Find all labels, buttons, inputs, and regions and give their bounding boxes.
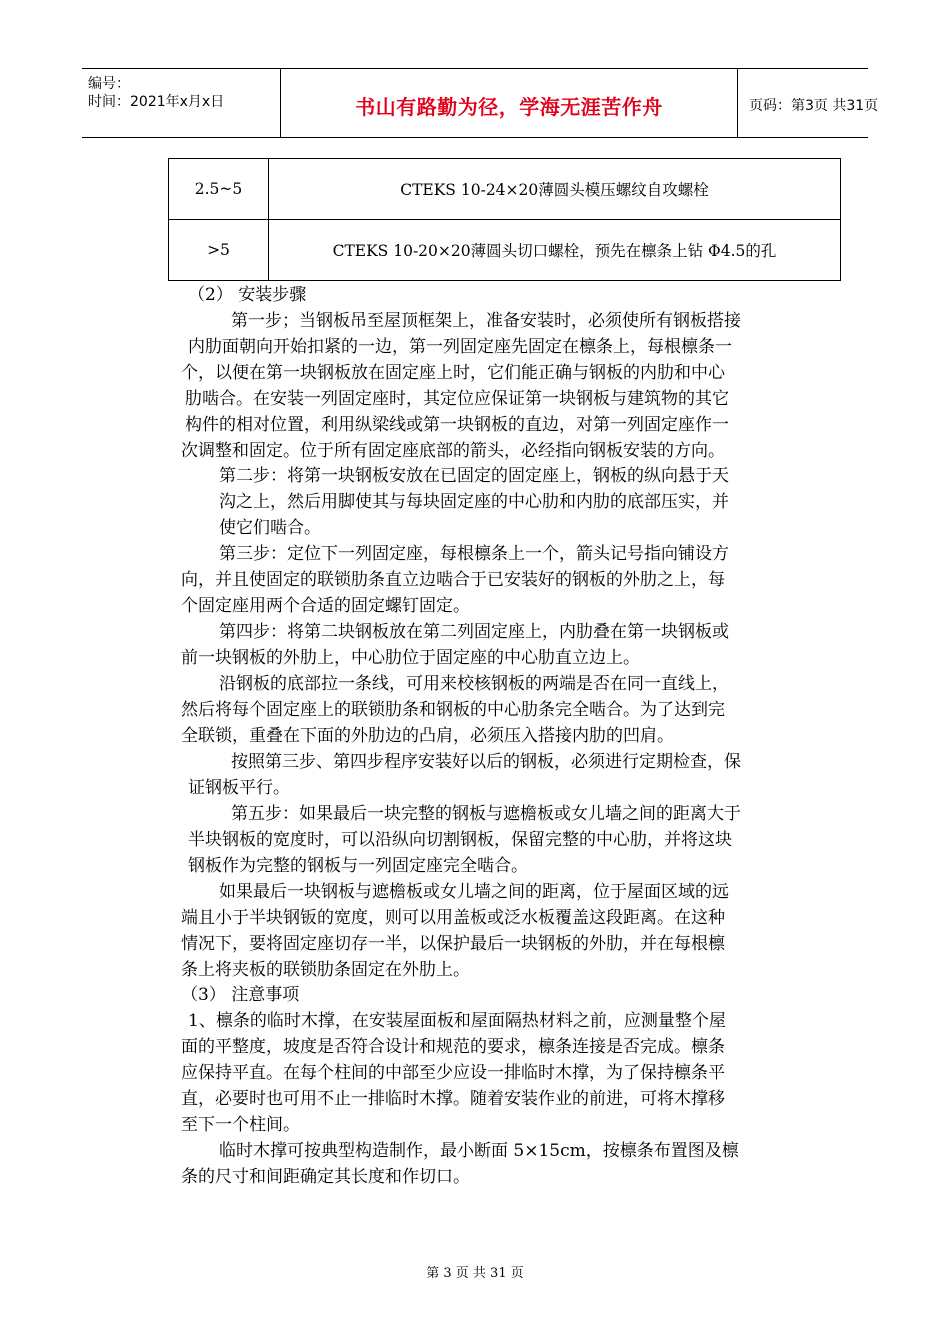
text-line: 个固定座用两个合适的固定螺钉固定。	[181, 596, 470, 616]
page-footer: 第 3 页 共 31 页	[426, 1266, 524, 1281]
text-line: 临时木撑可按典型构造制作，最小断面 5×15cm，按檩条布置图及檩	[219, 1141, 739, 1161]
header-motto: 书山有路勤为径，学海无涯苦作舟	[355, 95, 663, 119]
document-number-label: 编号：	[88, 76, 130, 92]
table-cell-spec: CTEKS 10-24×20薄圆头模压螺纹自攻螺栓	[269, 159, 841, 220]
table-cell-range: >5	[169, 220, 269, 281]
document-date-label: 时间：2021年x月x日	[88, 94, 225, 110]
text-line: 至下一个柱间。	[181, 1115, 300, 1135]
table-row	[169, 220, 841, 281]
text-line: 如果最后一块钢板与遮檐板或女儿墙之间的距离，位于屋面区域的远	[219, 882, 729, 902]
text-line: 情况下，要将固定座切存一半，以保护最后一块钢板的外肋，并在每根檩	[181, 934, 725, 954]
text-line: 向，并且使固定的联锁肋条直立边啮合于已安装好的钢板的外肋之上，每	[181, 570, 725, 590]
text-line: 第五步：如果最后一块完整的钢板与遮檐板或女儿墙之间的距离大于	[231, 804, 741, 824]
text-line: 面的平整度，坡度是否符合设计和规范的要求，檩条连接是否完成。檩条	[181, 1037, 725, 1057]
text-line: 沿钢板的底部拉一条线，可用来校核钢板的两端是否在同一直线上，	[219, 674, 729, 694]
page-header	[82, 68, 879, 138]
text-line: 构件的相对位置，利用纵梁线或第一块钢板的直边，对第一列固定座作一	[185, 415, 729, 435]
fastener-table	[168, 158, 841, 281]
text-line: 端且小于半块钢钣的宽度，则可以用盖板或泛水板覆盖这段距离。在这种	[181, 908, 725, 928]
header-page-cell	[737, 69, 879, 137]
text-line: 个，以便在第一块钢板放在固定座上时，它们能正确与钢板的内肋和中心	[181, 363, 725, 383]
header-page-number: 页码：第3页 共31页	[749, 98, 879, 114]
table-cell-spec: CTEKS 10-20×20薄圆头切口螺栓，预先在檩条上钻 Φ4.5的孔	[269, 220, 841, 281]
header-meta-cell	[82, 69, 280, 137]
section-heading: （2） 安装步骤	[188, 285, 307, 305]
text-line: 半块钢板的宽度时，可以沿纵向切割钢板，保留完整的中心肋，并将这块	[188, 830, 732, 850]
header-motto-cell	[280, 69, 738, 137]
text-line: 内肋面朝向开始扣紧的一边，第一列固定座先固定在檩条上，每根檩条一	[188, 337, 732, 357]
section-heading: （3） 注意事项	[181, 985, 300, 1005]
table-row	[169, 159, 841, 220]
table-cell-range: 2.5~5	[169, 159, 269, 220]
text-line: 全联锁，重叠在下面的外肋边的凸肩，必须压入搭接内肋的凹肩。	[181, 726, 674, 746]
text-line: 然后将每个固定座上的联锁肋条和钢板的中心肋条完全啮合。为了达到完	[181, 700, 725, 720]
text-line: 应保持平直。在每个柱间的中部至少应设一排临时木撑，为了保持檩条平	[181, 1063, 725, 1083]
text-line: 肋啮合。在安装一列固定座时，其定位应保证第一块钢板与建筑物的其它	[185, 389, 729, 409]
text-line: 直，必要时也可用不止一排临时木撑。随着安装作业的前进，可将木撑移	[181, 1089, 725, 1109]
text-line: 钢板作为完整的钢板与一列固定座完全啮合。	[188, 856, 528, 876]
text-line: 第四步：将第二块钢板放在第二列固定座上，内肋叠在第一块钢板或	[219, 622, 729, 642]
text-line: 沟之上，然后用脚使其与每块固定座的中心肋和内肋的底部压实，并	[219, 492, 729, 512]
text-line: 1、檩条的临时木撑，在安装屋面板和屋面隔热材料之前，应测量整个屋	[188, 1011, 726, 1031]
text-line: 按照第三步、第四步程序安装好以后的钢板，必须进行定期检查，保	[231, 752, 741, 772]
text-line: 证钢板平行。	[188, 778, 290, 798]
text-line: 前一块钢板的外肋上，中心肋位于固定座的中心肋直立边上。	[181, 648, 640, 668]
text-line: 第二步：将第一块钢板安放在已固定的固定座上，钢板的纵向悬于天	[219, 466, 729, 486]
text-line: 次调整和固定。位于所有固定座底部的箭头，必经指向钢板安装的方向。	[181, 441, 725, 461]
text-line: 使它们啮合。	[219, 518, 321, 538]
text-line: 条上将夹板的联锁肋条固定在外肋上。	[181, 960, 470, 980]
text-line: 第三步：定位下一列固定座，每根檩条上一个，箭头记号指向铺设方	[219, 544, 729, 564]
text-line: 条的尺寸和间距确定其长度和作切口。	[181, 1167, 470, 1187]
text-line: 第一步；当钢板吊至屋顶框架上，准备安装时，必须使所有钢板搭接	[231, 311, 741, 331]
